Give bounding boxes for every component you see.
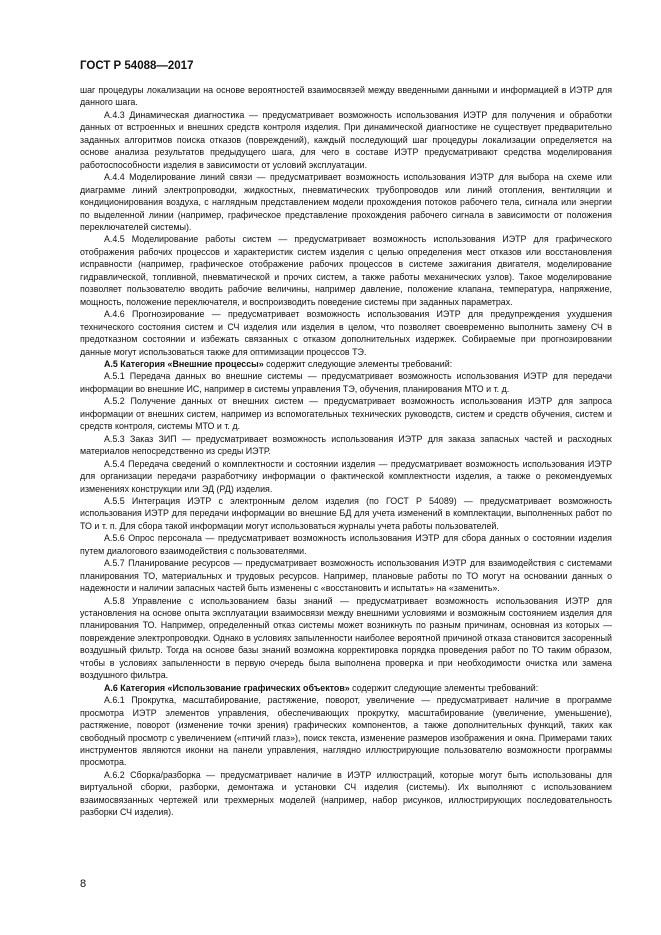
section-heading: А.5 Категория «Внешние процессы» [104, 358, 264, 369]
document-code-header: ГОСТ Р 54088—2017 [80, 60, 194, 72]
paragraph [80, 308, 612, 358]
paragraph [80, 769, 612, 819]
paragraph-text: А.5.2 Получение данных от внешних систем — предусматривает возможность использования ИЭТР для запроса информации от внешних систем, например из вспомогательных технических руководств, систем и средств обучения, систем и средств контроля, системы МТО и т. д. [80, 396, 612, 432]
paragraph [80, 495, 612, 532]
paragraph-text: А.5.4 Передача сведений о комплектности и состоянии изделия — предусматривает возможность использования ИЭТР для организации передачи разработчику информации о фактической комплектности изделия, а также о рекомендуемых изменениях конструкции или ЭД (РД) изделия. [80, 458, 612, 494]
paragraph-text: А.5.6 Опрос персонала — предусматривает возможность использования ИЭТР для сбора данных о состоянии изделия путем диалогового взаимодействия с пользователями. [80, 533, 612, 556]
section-heading-paragraph [80, 682, 612, 694]
paragraph [80, 109, 612, 171]
paragraph [80, 557, 612, 594]
page-number: 8 [80, 878, 87, 890]
paragraph-text: А.4.4 Моделирование линий связи — предусматривает возможность использования ИЭТР для выбора на схеме или диаграмме линий электропроводки, жидкостных, пневматических трубопроводов или линий отопления, вентиляции и кондиционирования воздуха, с наглядным представлением модели прохождения потоков рабочего тела, сигнала или энергии по выделенной линии (например, графическое представление прохождения рабочего сигнала в зависимости от положения переключателей системы). [80, 172, 612, 232]
paragraph-text: А.6.1 Прокрутка, масштабирование, растяжение, поворот, увеличение — предусматривает наличие в программе просмотра ИЭТР элементов управления, обеспечивающих прокрутку, масштабирование (увеличение, уменьшение), растяжение, поворот (изменение точки зрения) графических компонентов, а также дополнительных функций, таких как свободный просмотр с увеличением («птичий глаз»), поиск текста, изменение размеров изображения и окна. Примерами таких инструментов являются иконки на панели управления, наглядно иллюстрирующие пользователю возможности программы просмотра. [80, 695, 612, 768]
paragraph [80, 433, 612, 458]
paragraph [80, 171, 612, 233]
paragraph-text: А.5.1 Передача данных во внешние системы — предусматривает возможность использования ИЭТР для передачи информации во внешние ИС, например в системы управления ТЭ, обучения, планирования МТО и т. д. [80, 371, 612, 394]
paragraph [80, 84, 612, 109]
paragraph-text: А.4.6 Прогнозирование — предусматривает возможность использования ИЭТР для предупреждения ухудшения технического состояния систем и СЧ изделия или изделия в целом, что позволяет своевременно выполнить замену СЧ в предотказном состоянии и избежать связанных с отказом дополнительных издержек. Собираемые при прогнозировании данные могут использоваться также для оптимизации процессов ТЭ. [80, 309, 612, 357]
paragraph [80, 395, 612, 432]
paragraph-text: А.5.7 Планирование ресурсов — предусматривает возможность использования ИЭТР для взаимодействия с системами планирования ТО, материальных и трудовых ресурсов. Например, плановые работы по ТО могут на основании данных о надежности и наличии запасных частей быть изменены с «восстановить и испытать» на «заменить». [80, 558, 612, 594]
paragraph-text: шаг процедуры локализации на основе вероятностей взаимосвязей между введенными данными и информацией в ИЭТР для данного шага. [80, 85, 612, 108]
paragraph-text: А.6.2 Сборка/разборка — предусматривает наличие в ИЭТР иллюстраций, которые могут быть использованы для виртуальной сборки, разборки, демонтажа и установки СЧ изделия (системы). Их выполняют с использованием взаимосвязанных чертежей или трехмерных моделей (например, набор рисунков, иллюстрирующих последовательность разборки СЧ изделия). [80, 769, 612, 818]
paragraph [80, 370, 612, 395]
section-heading-paragraph [80, 358, 612, 370]
paragraph-text: А.4.5 Моделирование работы систем — предусматривает возможность использования ИЭТР для графического отображения рабочих процессов и характеристик систем изделия с целью определения мест отказов или восстановления исправности (например, графическое отображение рабочих процессов в системе зажигания двигателя, моделирование гидравлической, топливной, пневматической и прочих систем, а также работы механических узлов). Такое моделирование позволяет пользователю вводить рабочие величины, например давление, положение клапана, температура, напряжение, мощность, положение переключателя, и воспроизводить поведение системы при заданных параметрах. [80, 234, 612, 307]
paragraph-text: А.5.3 Заказ ЗИП — предусматривает возможность использования ИЭТР для заказа запасных частей и расходных материалов непосредственно из среды ИЭТР. [80, 433, 612, 457]
paragraph-text: содержит следующие элементы требований: [349, 682, 539, 693]
paragraph-text: А.5.8 Управление с использованием базы знаний — предусматривает возможность использования ИЭТР для установления на основе опыта эксплуатации взаимосвязи между внешними условиями и возможным состоянием изделия для планирования ТО. Например, определенный отказ системы может возникнуть по разным причинам, основная из которых — повреждение электропроводки. Однако в условиях запыленности наиболее вероятной причиной отказа становится засоренный воздушный фильтр. Тогда на основе базы знаний возможна корректировка порядка проведения работ по ТО таким образом, чтобы в условиях запыленности в первую очередь была выполнена проверка и при необходимости очистка или замена воздушного фильтра. [80, 595, 612, 681]
paragraph [80, 694, 612, 769]
paragraph-text: А.5.5 Интеграция ИЭТР с электронным делом изделия (по ГОСТ Р 54089) — предусматривает возможность использования ИЭТР для передачи информации во внешние БД для учета изменений в комплектации, выполненных работ по ТО и т. п. Для сбора такой информации могут использоваться журналы учета работы пользователей. [80, 495, 612, 531]
paragraph [80, 458, 612, 495]
paragraph-text: содержит следующие элементы требований: [263, 358, 453, 369]
paragraph [80, 595, 612, 682]
paragraph-text: А.4.3 Динамическая диагностика — предусматривает возможность использования ИЭТР для получения и обработки данных от встроенных и внешних средств контроля изделия. При динамической диагностике не существует предварительно заданных алгоритмов поиска отказов (повреждений), каждый последующий шаг процедуры локализации определяется на основе анализа результатов предыдущего шага, для чего в составе ИЭТР предусматривают средства моделирования работоспособности изделия в зависимости от условий эксплуатации. [80, 109, 612, 170]
paragraph [80, 532, 612, 557]
document-body [80, 84, 612, 819]
section-heading: А.6 Категория «Использование графических объектов» [104, 682, 350, 693]
paragraph [80, 233, 612, 308]
